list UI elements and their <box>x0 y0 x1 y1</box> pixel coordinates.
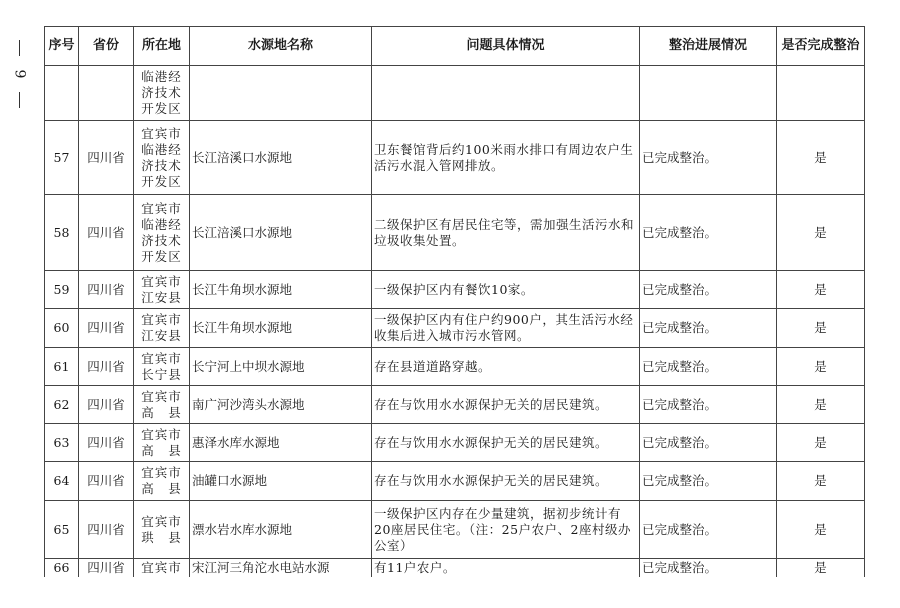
cell-progress: 已完成整治。 <box>640 309 777 348</box>
cell-completed: 是 <box>777 271 865 309</box>
cell-province: 四川省 <box>79 309 134 348</box>
cell-province: 四川省 <box>79 386 134 424</box>
cell-progress: 已完成整治。 <box>640 501 777 559</box>
cell-source-name: 长江涪溪口水源地 <box>190 121 372 195</box>
table-header-row <box>45 27 865 66</box>
cell-province: 四川省 <box>79 462 134 501</box>
cell-progress: 已完成整治。 <box>640 559 777 577</box>
cell-index: 63 <box>45 424 79 462</box>
table-row <box>45 462 865 501</box>
cell-location: 宜宾市 临港经 济技术 开发区 <box>134 195 190 271</box>
cell-problem: 一级保护区内有餐饮10家。 <box>372 271 640 309</box>
cell-progress <box>640 66 777 121</box>
cell-source-name: 长宁河上中坝水源地 <box>190 348 372 386</box>
cell-problem: 一级保护区内存在少量建筑，据初步统计有20座居民住宅。（注：25户农户、2座村级办公室） <box>372 501 640 559</box>
header-progress: 整治进展情况 <box>640 27 777 66</box>
cell-progress: 已完成整治。 <box>640 271 777 309</box>
cell-source-name: 宋江河三角沱水电站水源 <box>190 559 372 577</box>
cell-problem: 存在与饮用水水源保护无关的居民建筑。 <box>372 462 640 501</box>
table-row <box>45 271 865 309</box>
table-row <box>45 121 865 195</box>
cell-problem: 二级保护区有居民住宅等，需加强生活污水和垃圾收集处置。 <box>372 195 640 271</box>
table-row <box>45 66 865 121</box>
cell-location: 宜宾市 临港经 济技术 开发区 <box>134 121 190 195</box>
cell-problem: 存在县道道路穿越。 <box>372 348 640 386</box>
cell-location: 宜宾市 <box>134 559 190 577</box>
page-number-margin <box>9 40 29 130</box>
cell-index: 60 <box>45 309 79 348</box>
cell-index: 58 <box>45 195 79 271</box>
cell-completed: 是 <box>777 462 865 501</box>
cell-location: 临港经 济技术 开发区 <box>134 66 190 121</box>
header-index: 序号 <box>45 27 79 66</box>
cell-completed <box>777 66 865 121</box>
header-location: 所在地 <box>134 27 190 66</box>
cell-index: 66 <box>45 559 79 577</box>
cell-province <box>79 66 134 121</box>
table-row <box>45 309 865 348</box>
cell-source-name: 长江牛角坝水源地 <box>190 309 372 348</box>
table-row <box>45 559 865 577</box>
table-row <box>45 195 865 271</box>
cell-location: 宜宾市 高 县 <box>134 386 190 424</box>
cell-index: 62 <box>45 386 79 424</box>
cell-index <box>45 66 79 121</box>
cell-province: 四川省 <box>79 348 134 386</box>
cell-problem <box>372 66 640 121</box>
table-row <box>45 424 865 462</box>
table-row <box>45 348 865 386</box>
cell-problem: 存在与饮用水水源保护无关的居民建筑。 <box>372 386 640 424</box>
header-completed: 是否完成整治 <box>777 27 865 66</box>
cell-completed: 是 <box>777 424 865 462</box>
cell-completed: 是 <box>777 309 865 348</box>
cell-index: 61 <box>45 348 79 386</box>
cell-index: 65 <box>45 501 79 559</box>
page-number: 9 <box>10 69 27 79</box>
cell-location: 宜宾市 长宁县 <box>134 348 190 386</box>
cell-location: 宜宾市 高 县 <box>134 462 190 501</box>
cell-location: 宜宾市 江安县 <box>134 271 190 309</box>
cell-source-name <box>190 66 372 121</box>
header-province: 省份 <box>79 27 134 66</box>
cell-source-name: 长江涪溪口水源地 <box>190 195 372 271</box>
header-problem: 问题具体情况 <box>372 27 640 66</box>
cell-location: 宜宾市 珙 县 <box>134 501 190 559</box>
cell-progress: 已完成整治。 <box>640 348 777 386</box>
cell-problem: 存在与饮用水水源保护无关的居民建筑。 <box>372 424 640 462</box>
cell-province: 四川省 <box>79 195 134 271</box>
page-number-rule-top <box>19 40 20 56</box>
cell-source-name: 漂水岩水库水源地 <box>190 501 372 559</box>
cell-index: 64 <box>45 462 79 501</box>
cell-progress: 已完成整治。 <box>640 424 777 462</box>
cell-problem: 一级保护区内有住户约900户，其生活污水经收集后进入城市污水管网。 <box>372 309 640 348</box>
cell-province: 四川省 <box>79 424 134 462</box>
table-row <box>45 386 865 424</box>
cell-completed: 是 <box>777 386 865 424</box>
cell-province: 四川省 <box>79 121 134 195</box>
cell-location: 宜宾市 高 县 <box>134 424 190 462</box>
cell-progress: 已完成整治。 <box>640 195 777 271</box>
water-source-table <box>44 26 865 577</box>
header-source-name: 水源地名称 <box>190 27 372 66</box>
cell-completed: 是 <box>777 348 865 386</box>
cell-source-name: 惠泽水库水源地 <box>190 424 372 462</box>
page-number-rule-bottom <box>19 92 20 108</box>
cell-index: 57 <box>45 121 79 195</box>
cell-province: 四川省 <box>79 559 134 577</box>
cell-progress: 已完成整治。 <box>640 462 777 501</box>
cell-province: 四川省 <box>79 501 134 559</box>
cell-progress: 已完成整治。 <box>640 121 777 195</box>
table-row <box>45 501 865 559</box>
cell-completed: 是 <box>777 195 865 271</box>
cell-location: 宜宾市 江安县 <box>134 309 190 348</box>
cell-problem: 卫东餐馆背后约100米雨水排口有周边农户生活污水混入管网排放。 <box>372 121 640 195</box>
cell-province: 四川省 <box>79 271 134 309</box>
cell-source-name: 油罐口水源地 <box>190 462 372 501</box>
cell-completed: 是 <box>777 121 865 195</box>
cell-index: 59 <box>45 271 79 309</box>
cell-completed: 是 <box>777 501 865 559</box>
cell-source-name: 长江牛角坝水源地 <box>190 271 372 309</box>
cell-problem: 有11户农户。 <box>372 559 640 577</box>
cell-source-name: 南广河沙湾头水源地 <box>190 386 372 424</box>
cell-progress: 已完成整治。 <box>640 386 777 424</box>
cell-completed: 是 <box>777 559 865 577</box>
